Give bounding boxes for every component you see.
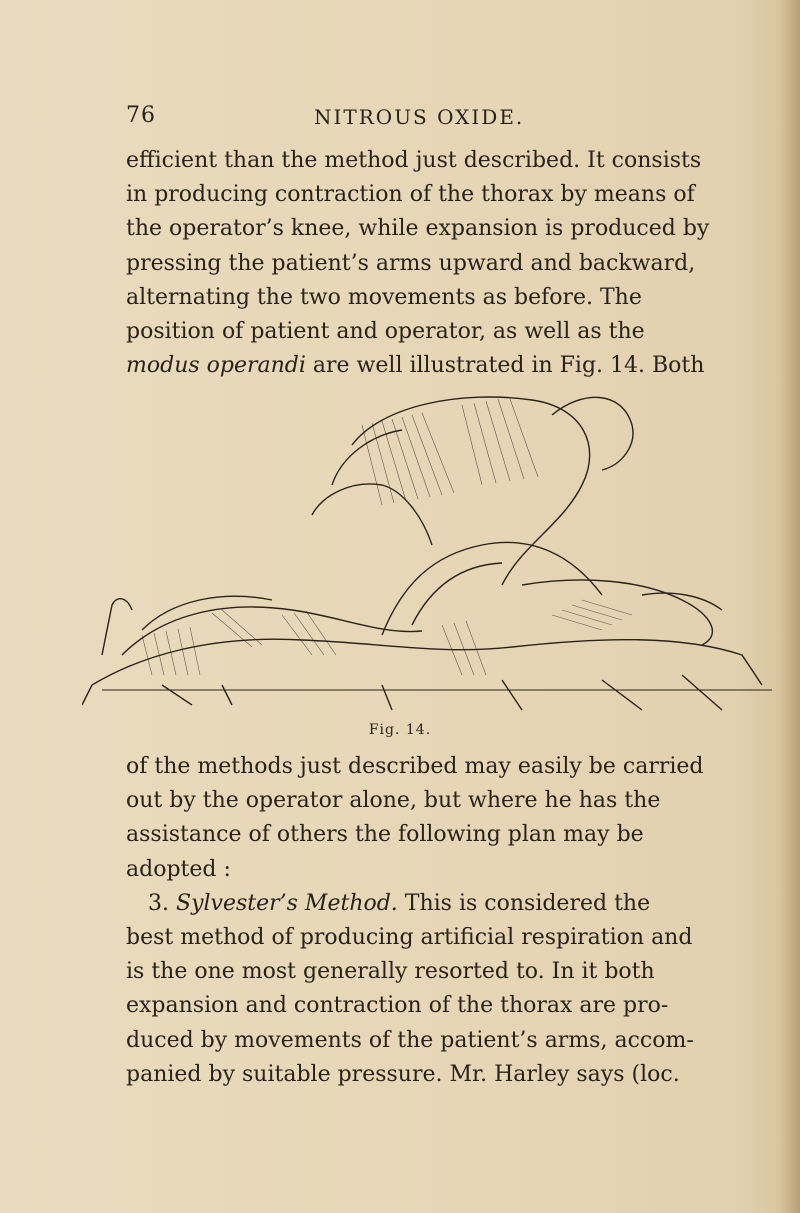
text-line: duced by movements of the patient’s arms, accom- bbox=[126, 1027, 694, 1053]
sylvester-method-line bbox=[126, 887, 748, 921]
text-line: adopted : bbox=[126, 856, 231, 882]
text-line: assistance of others the following plan may be bbox=[126, 822, 644, 848]
text-line: is the one most generally resorted to. In it both bbox=[126, 959, 655, 985]
text-line: position of patient and operator, as well as the bbox=[126, 319, 645, 345]
text-fragment: This is considered the bbox=[397, 890, 651, 916]
paragraph-bottom bbox=[126, 750, 748, 1092]
text-line: in producing contraction of the thorax by means of bbox=[126, 182, 695, 208]
text-fragment: are well illustrated in Fig. 14. Both bbox=[305, 353, 705, 379]
text-line: panied by suitable pressure. Mr. Harley says (loc. bbox=[126, 1061, 680, 1087]
running-title: NITROUS OXIDE. bbox=[314, 105, 525, 129]
item-number: 3. bbox=[148, 890, 169, 916]
text-line: pressing the patient’s arms upward and backward, bbox=[126, 250, 696, 276]
text-line-italic-lead bbox=[126, 349, 748, 383]
figure-14-engraving bbox=[82, 385, 772, 715]
text-line: of the methods just described may easily be carried bbox=[126, 754, 704, 779]
text-line: the operator’s knee, while expansion is produced by bbox=[126, 216, 710, 242]
paragraph-top bbox=[126, 144, 748, 383]
text-line: expansion and contraction of the thorax are pro- bbox=[126, 993, 669, 1019]
text-line: best method of producing artificial respiration and bbox=[126, 925, 693, 951]
engraving-illustration-icon bbox=[82, 385, 772, 715]
text-line: efficient than the method just described. It consists bbox=[126, 148, 702, 173]
text-line: alternating the two movements as before. The bbox=[126, 284, 642, 310]
page-number: 76 bbox=[126, 103, 156, 128]
text-line: out by the operator alone, but where he has the bbox=[126, 788, 661, 814]
page-edge-shadow bbox=[778, 0, 800, 1213]
page-header bbox=[126, 103, 746, 133]
italic-phrase: modus operandi bbox=[126, 353, 306, 379]
method-heading: Sylvester’s Method. bbox=[176, 890, 398, 916]
figure-caption: Fig. 14. bbox=[368, 722, 432, 738]
